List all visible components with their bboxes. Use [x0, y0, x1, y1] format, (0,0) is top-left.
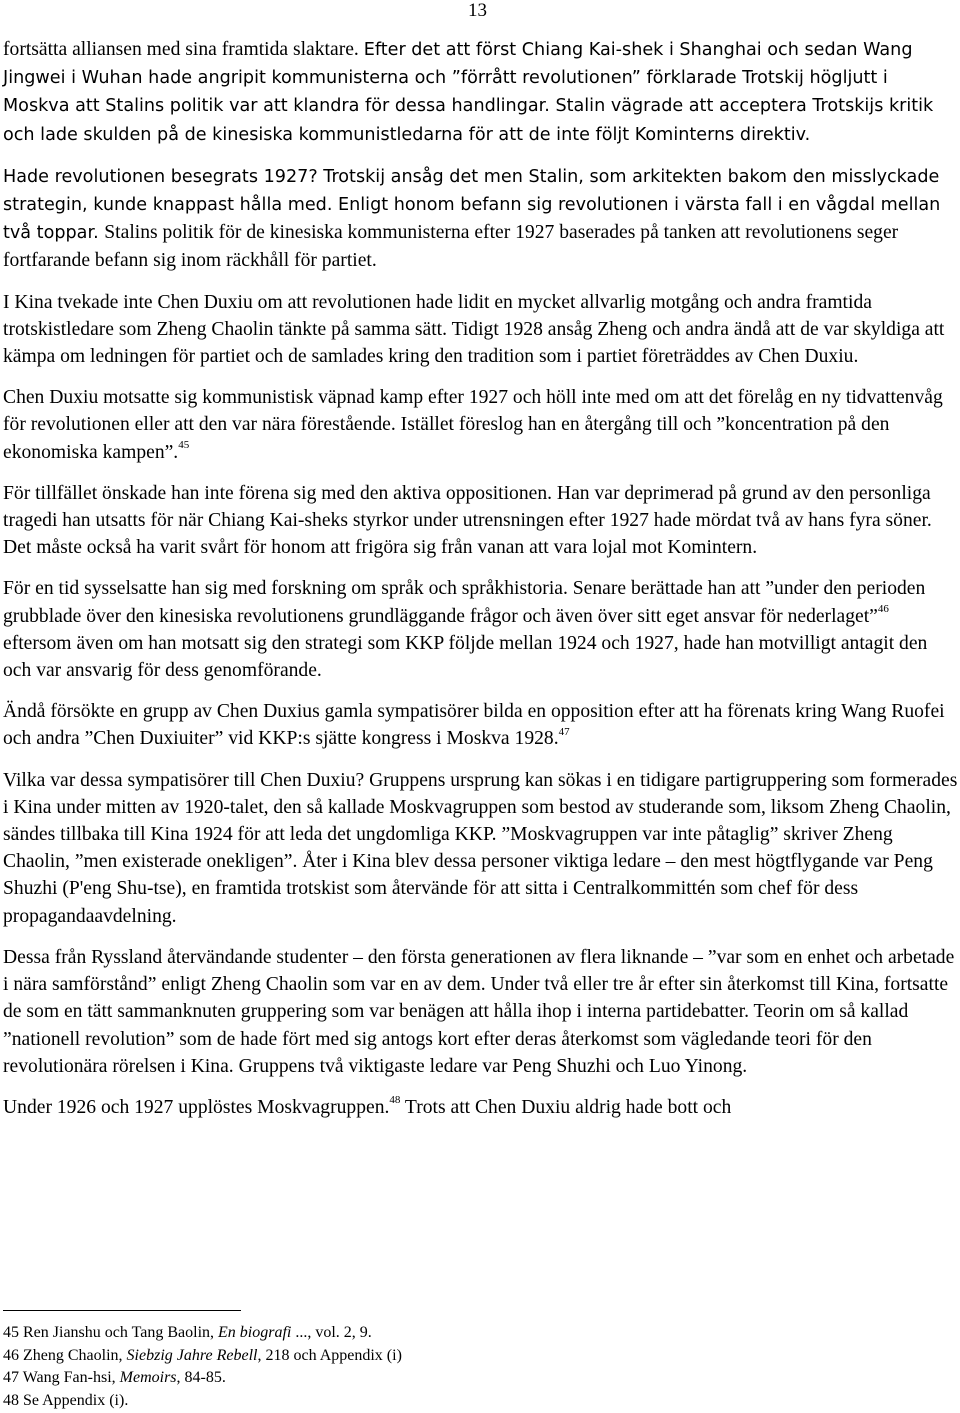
paragraph-text: eftersom även om han motsatt sig den strategi som KKP följde mellan 1924 och 1927, hade han motvilligt antagit den och var ansvarig för dess genomförande. — [3, 632, 928, 682]
footnote-text: ..., vol. 2, 9. — [291, 1324, 372, 1341]
paragraph-text: fortsätta alliansen med sina framtida slaktare. — [3, 39, 364, 60]
paragraph — [3, 163, 958, 275]
footnote-text: 45 Ren Jianshu och Tang Baolin, — [3, 1324, 219, 1341]
paragraph — [3, 36, 958, 149]
paragraph — [3, 1094, 958, 1121]
footnote-text: , 218 och Appendix (i) — [257, 1346, 402, 1364]
footnote-title: Memoirs — [119, 1369, 177, 1386]
paragraph-text-sans: Hade revolutionen besegrats 1927? Trotskij ansåg det men Stalin, som arkitekten bakom den misslyckade strategin, kunde knappast hålla med. Enligt honom befann sig revolutionen i värsta fall i en vågdal mellan två toppar. — [3, 166, 941, 244]
footnote-separator — [3, 1310, 241, 1311]
paragraph — [3, 944, 958, 1080]
footnote-ref: 45 — [178, 439, 190, 452]
paragraph-text: I Kina tvekade inte Chen Duxiu om att revolutionen hade lidit en mycket allvarlig motgång och andra framtida trotskistledare som Zheng Chaolin tänkte på samma sätt. Tidigt 1928 ansåg Zheng och andra ändå att de var skyldiga att kämpa om ledningen för partiet och de samlades kring den tradition som i partiet företräddes av Chen Duxiu. — [3, 291, 945, 368]
footnote — [3, 1390, 958, 1413]
paragraph-text: Ändå försökte en grupp av Chen Duxius gamla sympatisörer bilda en opposition efter att ha förenats kring Wang Ruofei och andra ”Chen Duxiuiter” vid KKP:s sjätte kongress i Moskva 1928. — [3, 701, 945, 750]
paragraph-text: Vilka var dessa sympatisörer till Chen Duxiu? Gruppens ursprung kan sökas i en tidigare partigruppering som formerades i Kina under mitten av 1920-talet, den så kallade Moskvagruppen som bestod av studerande som, liksom Zheng Chaolin, sändes tillbaka till Kina 1924 för att leda det ungdomliga KKP. ”Moskvagruppen var inte påtaglig” skriver Zheng Chaolin, ”men existerade onekligen”. Åter i Kina blev dessa personer viktiga ledare – den mest högtflygande var Peng Shuzhi (P'eng Shu-tse), en framtida trotskist som återvände för att sitta i Centralkommittén som chef för dess propagandaavdelning. — [3, 769, 958, 927]
paragraph-text: Trots att Chen Duxiu aldrig hade bott och — [400, 1096, 732, 1118]
paragraph-text-sans: Efter det att först Chiang Kai-shek i Shanghai och sedan Wang Jingwei i Wuhan hade angripit kommunisterna och ”förrått revolutionen” förklarade Trotskij högljutt i Moskva att Stalins politik var att klandra för dessa handlingar. Stalin vägrade att acceptera Trotskijs kritik och lade skulden på de kinesiska kommunistledarna för att de inte följt Kominterns direktiv. — [3, 40, 934, 145]
paragraph — [3, 698, 958, 752]
paragraph — [3, 767, 958, 930]
footnote-ref: 47 — [558, 725, 570, 738]
paragraph-text: Under 1926 och 1927 upplöstes Moskvagruppen. — [3, 1096, 390, 1118]
footnote-title: Siebzig Jahre Rebell — [126, 1346, 258, 1364]
paragraph-text: Dessa från Ryssland återvändande studenter – den första generationen av flera liknande – ”var som en enhet och arbetade i nära samförstånd” enligt Zheng Chaolin som var en av dem. Under två eller tre år efter sin återkomst till Kina, fortsatte de som en tätt sammanknuten gruppering som var benägen att hålla ihop i interna partidebatter. Teorin om så kallad ”nationell revolution” som de hade fört med sig antogs kort efter deras återkomst som vägledande teori för den revolutionära rörelsen i Kina. Gruppens två viktigaste ledare var Peng Shuzhi och Luo Yinong. — [3, 946, 955, 1077]
footnote-ref: 48 — [389, 1094, 401, 1107]
paragraph — [3, 575, 958, 684]
paragraph — [3, 384, 958, 466]
footnote-title: En biografi — [218, 1324, 292, 1341]
paragraph-text: För tillfället önskade han inte förena sig med den aktiva oppositionen. Han var deprimerad på grund av den personliga tragedi han utsatts för när Chiang Kai-sheks styrkor under utrensningen efter 1927 hade mördat två av hans fyra söner. Det måste också ha varit svårt för honom att frigöra sig från vanan att vara lojal mot Komintern. — [3, 482, 932, 559]
footnote-text: 48 Se Appendix (i). — [3, 1391, 129, 1409]
footnote — [3, 1345, 958, 1368]
paragraph — [3, 480, 958, 562]
footnotes — [3, 1322, 958, 1412]
paragraph-text: För en tid sysselsatte han sig med forskning om språk och språkhistoria. Senare berättade han att ”under den perioden grubblade över den kinesiska revolutionens grundläggande frågor och även över sitt eget ansvar för nederlaget” — [3, 578, 926, 627]
paragraph-text: Chen Duxiu motsatte sig kommunistisk väpnad kamp efter 1927 och höll inte med om att det förelåg en ny tidvattenvåg för revolutionen eller att den var nära förestående. Istället föreslog han en återgång till och ”koncentration på den ekonomiska kampen”. — [3, 387, 943, 463]
page-number: 13 — [468, 0, 487, 21]
paragraph-text: Stalins politik för de kinesiska kommunisterna efter 1927 baserades på tanken att revolutionens seger fortfarande befann sig inom räckhåll för partiet. — [3, 222, 899, 272]
paragraph — [3, 289, 958, 371]
footnote-ref: 46 — [877, 603, 889, 616]
footnote-text: 46 Zheng Chaolin, — [3, 1346, 127, 1364]
footnote — [3, 1322, 958, 1345]
footnote-text: 47 Wang Fan-hsi, — [3, 1369, 120, 1386]
footnote — [3, 1367, 958, 1390]
body-text — [3, 36, 958, 1135]
footnote-text: , 84-85. — [176, 1369, 226, 1386]
